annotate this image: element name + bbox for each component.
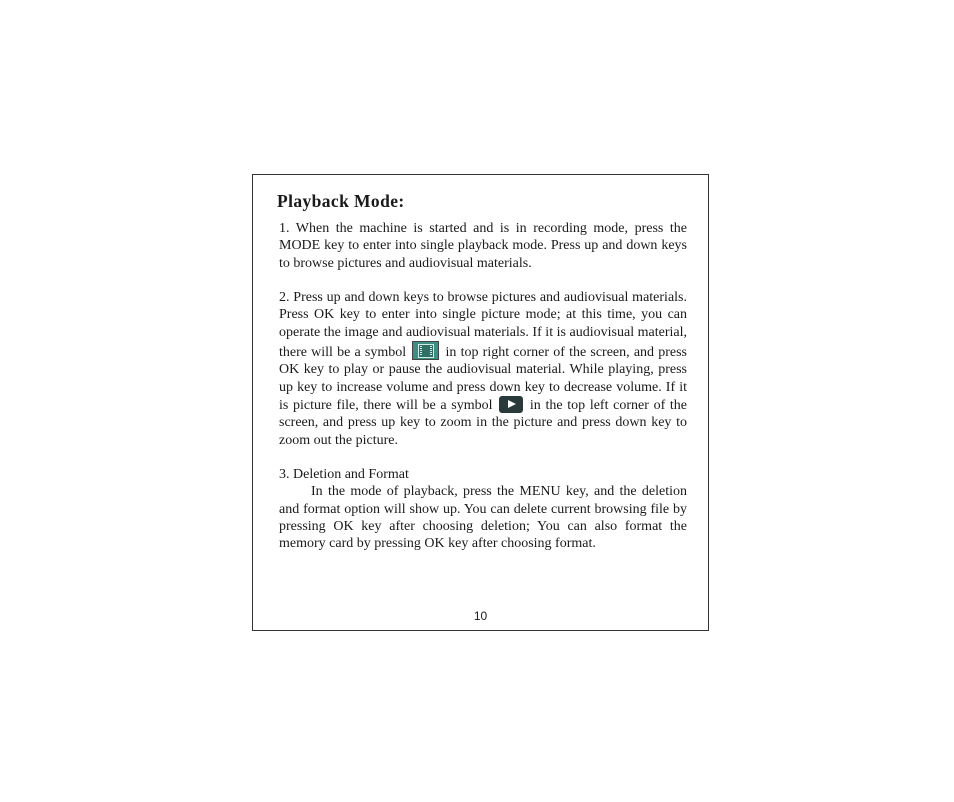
- section-2-text-a: 2. Press up and down keys to browse pictures and audiovisual materials. Press OK key to enter into single picture mode; at this time, you can operate the image and audiovisual materials. If it is audiovisual material, there will be a symbol: [279, 290, 687, 361]
- media-file-icon: [412, 341, 439, 360]
- section-2-text-b: in top right corner of the screen, and press OK key to play or pause the audiovisual material. While playing, press up key to increase volume and press down key to decrease volume. If it is picture file, there will be a symbol: [279, 345, 687, 413]
- section-3-heading: 3. Deletion and Format: [279, 467, 409, 483]
- page-number: 10: [473, 609, 488, 623]
- section-1-paragraph: 1. When the machine is started and is in recording mode, press the MODE key to enter into single playback mode. Press up and down keys to browse pictures and audiovisual materials.: [279, 221, 687, 271]
- section-2-text-c: in the top left corner of the screen, and press up key to zoom in the picture and press down key to zoom out the picture.: [279, 397, 688, 448]
- section-3-paragraph: In the mode of playback, press the MENU key, and the deletion and format option will show up. You can delete current browsing file by pressing OK key after choosing deletion; You can also format the memory card by pressing OK key after choosing format.: [279, 484, 687, 552]
- play-icon: [499, 396, 523, 413]
- page-body: [279, 220, 687, 570]
- page-title: Playback Mode:: [277, 191, 405, 211]
- section-2-paragraph: [279, 289, 687, 449]
- manual-page: [252, 174, 709, 631]
